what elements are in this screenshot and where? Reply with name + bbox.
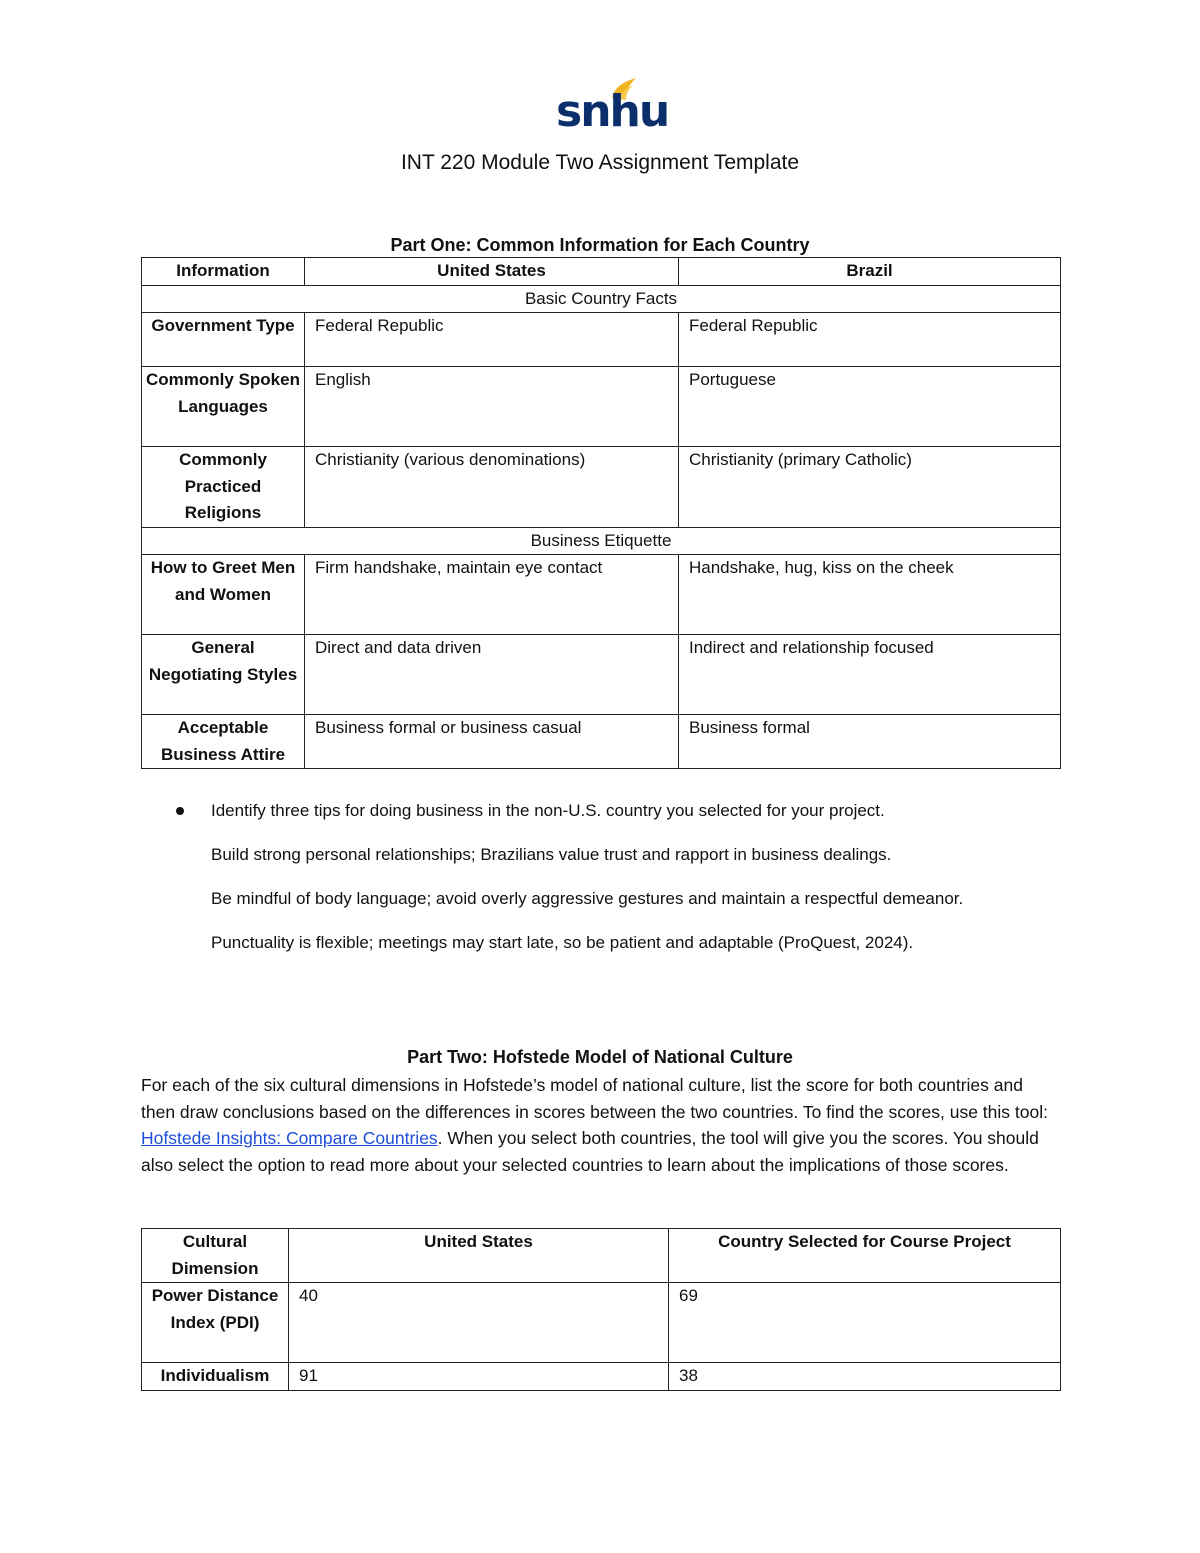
- row-label: How to Greet Men and Women: [142, 555, 305, 635]
- list-item: [170, 796, 1070, 826]
- table-row: [142, 313, 1061, 367]
- document-title: INT 220 Module Two Assignment Template: [400, 151, 800, 174]
- row-label: Individualism: [142, 1363, 289, 1391]
- table-row: [142, 635, 1061, 715]
- cell-us: Firm handshake, maintain eye contact: [305, 555, 679, 635]
- cell-brazil: Portuguese: [679, 367, 1061, 447]
- part-two-title: Part Two: Hofstede Model of National Culture: [407, 1047, 793, 1067]
- table-row: [142, 367, 1061, 447]
- table-row: [142, 715, 1061, 769]
- cell-us: Federal Republic: [305, 313, 679, 367]
- row-label: Government Type: [142, 313, 305, 367]
- cell-brazil: Handshake, hug, kiss on the cheek: [679, 555, 1061, 635]
- cell-selected-country: 38: [669, 1363, 1061, 1391]
- cell-selected-country: 69: [669, 1283, 1061, 1363]
- table-row: [142, 1283, 1061, 1363]
- row-label: Commonly Practiced Religions: [142, 447, 305, 528]
- header-selected-country: Country Selected for Course Project: [669, 1229, 1061, 1283]
- table-row: [142, 555, 1061, 635]
- header-united-states: United States: [289, 1229, 669, 1283]
- row-label: Power Distance Index (PDI): [142, 1283, 289, 1363]
- hofstede-table: [141, 1228, 1061, 1391]
- cell-brazil: Federal Republic: [679, 313, 1061, 367]
- section-banner-basic-facts: Basic Country Facts: [142, 285, 1061, 313]
- tips-prompt: Identify three tips for doing business in the non-U.S. country you selected for your project.: [211, 801, 885, 820]
- cell-brazil: Business formal: [679, 715, 1061, 769]
- intro-text: For each of the six cultural dimensions in Hofstede’s model of national culture, list the score for both countries and then draw conclusions based on the differences in scores between the two countries. To find the scores, use this tool:: [141, 1075, 1048, 1122]
- section-banner-row: [142, 527, 1061, 555]
- row-label: Commonly Spoken Languages: [142, 367, 305, 447]
- table-row: [142, 447, 1061, 528]
- table-header-row: [142, 1229, 1061, 1283]
- cell-us: 40: [289, 1283, 669, 1363]
- part-one-title: Part One: Common Information for Each Country: [390, 235, 810, 255]
- section-banner-business-etiquette: Business Etiquette: [142, 527, 1061, 555]
- intro-text: . When you select both countries, the tool will give you the scores. You should also select the option to read more about your selected countries to learn about the implications of those scores.: [141, 1128, 1039, 1175]
- list-item: Be mindful of body language; avoid overly aggressive gestures and maintain a respectful demeanor.: [211, 889, 964, 908]
- table-row: [142, 1363, 1061, 1391]
- header-brazil: Brazil: [679, 258, 1061, 286]
- header-information: Information: [142, 258, 305, 286]
- tips-list: [170, 796, 1070, 972]
- cell-us: Christianity (various denominations): [305, 447, 679, 528]
- list-item: Build strong personal relationships; Brazilians value trust and rapport in business dealings.: [211, 845, 892, 864]
- hofstede-link[interactable]: Hofstede Insights: Compare Countries: [141, 1128, 438, 1148]
- cell-brazil: Indirect and relationship focused: [679, 635, 1061, 715]
- cell-us: 91: [289, 1363, 669, 1391]
- header-united-states: United States: [305, 258, 679, 286]
- bullet-icon: [176, 807, 184, 815]
- cell-us: Direct and data driven: [305, 635, 679, 715]
- row-label: Acceptable Business Attire: [142, 715, 305, 769]
- logo-wordmark: snhu: [556, 86, 669, 137]
- common-info-table: [141, 257, 1061, 769]
- section-banner-row: [142, 285, 1061, 313]
- row-label: General Negotiating Styles: [142, 635, 305, 715]
- part-two-intro: [141, 1072, 1061, 1178]
- table-header-row: [142, 258, 1061, 286]
- cell-brazil: Christianity (primary Catholic): [679, 447, 1061, 528]
- cell-us: Business formal or business casual: [305, 715, 679, 769]
- header-cultural-dimension: Cultural Dimension: [142, 1229, 289, 1283]
- snhu-logo: [556, 76, 669, 137]
- cell-us: English: [305, 367, 679, 447]
- list-item: Punctuality is flexible; meetings may start late, so be patient and adaptable (ProQuest, 2024).: [211, 933, 914, 952]
